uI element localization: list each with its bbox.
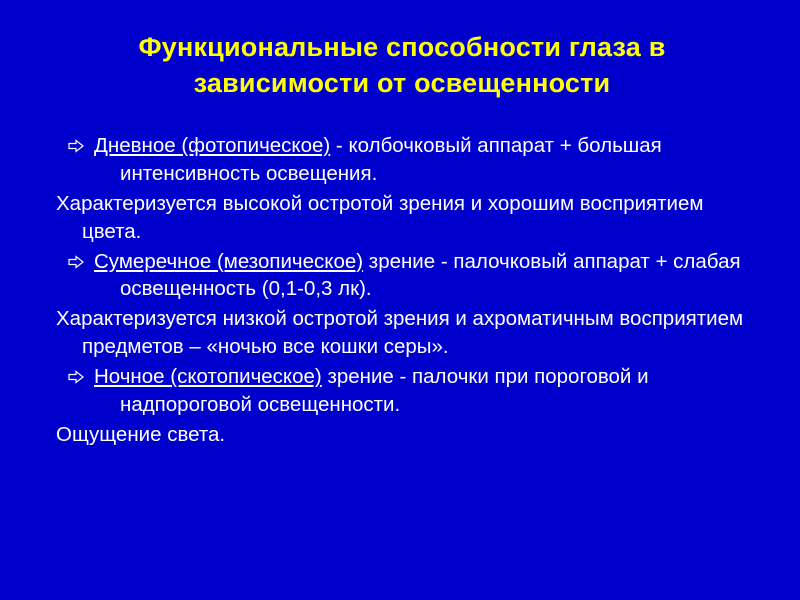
paragraph-rest: Характеризуется низкой остротой зрения и ахроматичным восприятием предметов – «ночью все кошки серы». [56,307,744,359]
paragraph-text [56,421,756,449]
slide-body [56,132,756,451]
hollow-arrow-bullet-icon [68,248,94,269]
list-item [56,132,756,188]
list-item-text [94,363,756,419]
underlined-term: Ночное (скотопическое) [94,365,322,388]
slide-title: Функциональные способности глаза в зависимости от освещенности [138,32,666,98]
underlined-term: Сумеречное (мезопическое) [94,249,364,273]
paragraph [56,190,756,246]
list-item-rest: зрение - палочки при пороговой и надпороговой освещенности. [120,365,649,416]
paragraph-text [56,190,756,246]
list-item [56,248,756,304]
list-item [56,363,756,419]
paragraph [56,421,756,449]
paragraph-text [56,305,756,361]
list-item-text [94,132,756,188]
paragraph-rest: Ощущение света. [56,422,226,446]
hollow-arrow-bullet-icon [68,132,94,153]
paragraph [56,305,756,361]
underlined-term: Дневное (фотопическое) [94,134,331,157]
list-item-rest: зрение - палочковый аппарат + слабая освещенность (0,1-0,3 лк). [120,249,741,301]
list-item-rest: - колбочковый аппарат + большая интенсивность освещения. [120,134,662,185]
paragraph-rest: Характеризуется высокой остротой зрения и хорошим восприятием цвета. [56,191,704,243]
hollow-arrow-bullet-icon [68,363,94,384]
list-item-text [94,248,756,304]
